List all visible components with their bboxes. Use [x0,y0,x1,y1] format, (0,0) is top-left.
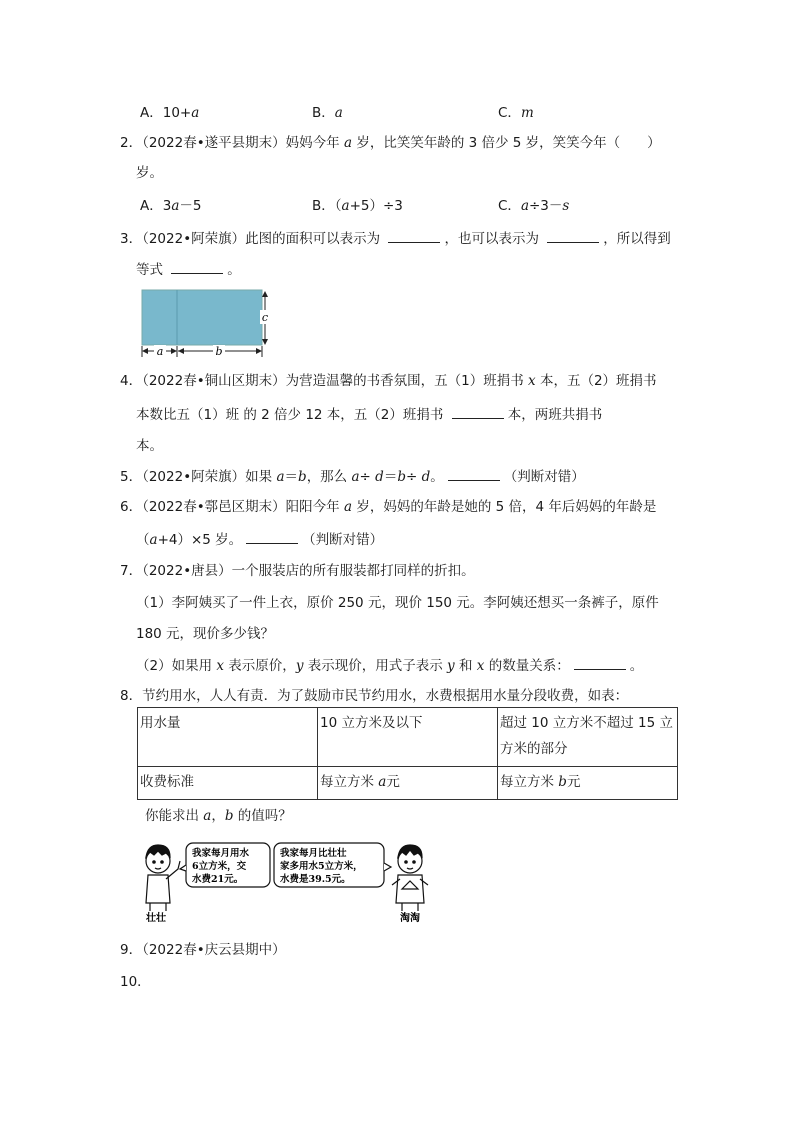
q2-line2: 岁。 [136,165,163,181]
boy-right-icon [392,845,428,911]
q8-question: 你能求出 a，b 的值吗？ [145,808,292,824]
dimension-label-b: b [215,345,223,358]
svg-text:家多用水5立方米，: 家多用水5立方米， [280,861,363,872]
svg-text:水费是39.5元。: 水费是39.5元。 [280,874,351,885]
q5-line: 5．（2022•阿荣旗）如果 a＝b，那么 a÷ d＝b÷ d。 （判断对错） [120,466,585,487]
boy-left-icon [146,845,180,911]
table-row [138,767,678,800]
table-cell: 超过 10 立方米不超过 15 立方米的部分 [498,708,678,767]
name-label: 淘淘 [400,913,420,924]
rectangle-shape [142,290,262,345]
svg-text:水费21元。: 水费21元。 [192,874,244,885]
q4-line3: 本。 [136,438,163,454]
answer-blank[interactable] [448,466,500,481]
q6-line2: （a+4）×5 岁。 （判断对错） [136,529,383,550]
svg-text:我家每月比壮壮: 我家每月比壮壮 [280,848,347,859]
table-row [138,708,678,767]
q7-sub1-line2: 180 元，现价多少钱？ [136,626,275,642]
svg-text:我家每月用水: 我家每月用水 [192,848,250,859]
q1-option-b: B．a [312,105,343,121]
table-cell: 收费标准 [138,767,318,800]
q7-line1: 7．（2022•唐县）一个服装店的所有服装都打同样的折扣。 [120,563,475,579]
q1-option-a: A．10+a [140,105,200,121]
rectangle-area-figure [141,289,271,359]
svg-text:6立方米，交: 6立方米，交 [192,861,247,872]
q1-option-c: C．m [498,105,534,121]
water-fee-table [137,707,678,800]
dimension-label-c: c [261,311,269,324]
table-cell: 用水量 [138,708,318,767]
q4-line2: 本数比五（1）班 的 2 倍少 12 本，五（2）班捐书 本，两班共捐书 [136,404,602,425]
q2-line1: 2．（2022春•遂平县期末）妈妈今年 a 岁，比笑笑年龄的 3 倍少 5 岁，笑笑今年（ ） [120,135,661,151]
table-cell: 每立方米 b元 [498,767,678,800]
q10-line: 10． [120,974,151,990]
q7-sub1-line1: （1）李阿姨买了一件上衣，原价 250 元，现价 150 元。李阿姨还想买一条裤子，原件 [136,595,659,611]
answer-blank[interactable] [547,228,599,243]
q8-line1: 8．节约用水，人人有责．为了鼓励市民节约用水，水费根据用水量分段收费，如表： [120,688,629,704]
q6-line1: 6．（2022春•鄠邑区期末）阳阳今年 a 岁，妈妈的年龄是她的 5 倍，4 年后妈妈的年龄是 [120,499,657,515]
answer-blank[interactable] [388,228,440,243]
q2-option-b: B．（a+5）÷3 [312,198,403,214]
answer-blank[interactable] [171,259,223,274]
q7-sub2: （2）如果用 x 表示原价，y 表示现价，用式子表示 y 和 x 的数量关系： 。 [136,655,643,676]
q2-option-c: C．a÷3－s [498,198,570,214]
table-cell: 每立方米 a元 [318,767,498,800]
q2-option-a: A．3a－5 [140,198,202,214]
q3-line1: 3．（2022•阿荣旗）此图的面积可以表示为 ，也可以表示为 ，所以得到 [120,228,671,249]
cartoon-illustration [136,839,436,925]
answer-blank[interactable] [246,529,298,544]
q3-line2: 等式 。 [136,259,241,280]
table-cell: 10 立方米及以下 [318,708,498,767]
q9-line: 9．（2022春•庆云县期中） [120,942,286,958]
answer-blank[interactable] [452,404,504,419]
dimension-label-a: a [156,345,164,358]
answer-blank[interactable] [574,655,626,670]
name-label: 壮壮 [146,913,166,924]
q4-line1: 4．（2022春•铜山区期末）为营造温馨的书香氛围，五（1）班捐书 x 本，五（2）班捐书 [120,373,657,389]
